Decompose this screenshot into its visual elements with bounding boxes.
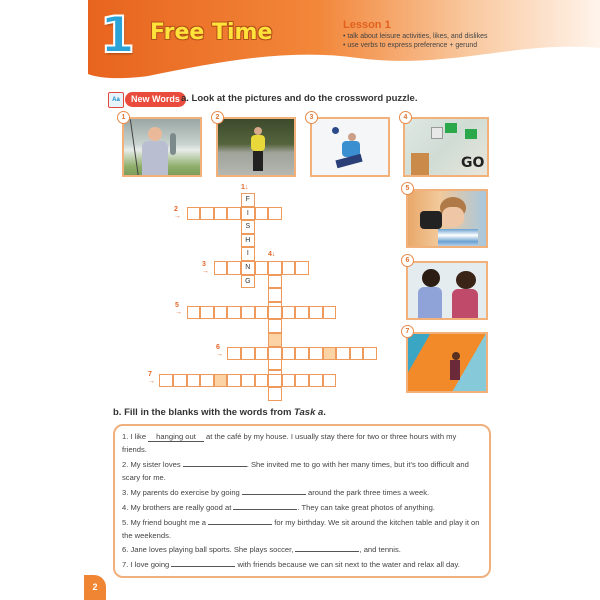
clue-number: 5 — [175, 302, 179, 309]
crossword-cell[interactable]: I — [241, 207, 255, 221]
crossword-cell[interactable]: N — [241, 261, 255, 275]
crossword-cell[interactable] — [282, 374, 296, 388]
crossword-cell[interactable] — [241, 347, 255, 361]
crossword-cell[interactable] — [214, 374, 228, 388]
photo-talking-friends — [406, 261, 488, 320]
sentence-text: 3. My parents do exercise by going — [122, 488, 242, 497]
clue-number: 1 — [241, 184, 245, 191]
crossword-cell[interactable] — [282, 306, 296, 320]
crossword-cell[interactable] — [255, 261, 269, 275]
sentence-text: . They can take great photos of anything. — [297, 503, 435, 512]
crossword-cell[interactable] — [323, 347, 337, 361]
clue-number: 4 — [268, 251, 272, 258]
crossword-cell[interactable] — [268, 288, 282, 302]
crossword-cell[interactable] — [268, 333, 282, 347]
clue-7-across: 7 → — [148, 371, 155, 385]
lesson-info — [343, 19, 487, 50]
clue-1-down: 1↓ — [241, 184, 249, 191]
sentence-text: 6. Jane loves playing ball sports. She plays soccer, — [122, 545, 296, 554]
sentence-text: with friends because we can sit next to the water and relax all day. — [235, 560, 460, 569]
sentence-text: 7. I love going — [122, 560, 172, 569]
crossword-cell[interactable] — [323, 306, 337, 320]
crossword-cell[interactable] — [268, 306, 282, 320]
sentence-text: 4. My brothers are really good at — [122, 503, 234, 512]
clue-number: 2 — [174, 206, 178, 213]
clue-3-across: 3 → — [202, 261, 209, 275]
photo-jogging — [216, 117, 296, 177]
crossword-cell[interactable] — [295, 347, 309, 361]
crossword-cell[interactable] — [255, 207, 269, 221]
photo-camera — [406, 189, 488, 248]
sentence-4 — [122, 501, 482, 515]
photo-number: 7 — [401, 325, 414, 338]
crossword-cell[interactable] — [336, 347, 350, 361]
answer-blank[interactable] — [233, 501, 297, 510]
photo-number: 2 — [211, 111, 224, 124]
task-a-instruction: a. Look at the pictures and do the crossword puzzle. — [181, 93, 418, 104]
crossword-cell[interactable] — [214, 207, 228, 221]
unit-title: Free Time — [150, 20, 273, 45]
crossword-cell[interactable] — [268, 261, 282, 275]
sentence-text: at the café by my house. I usually stay there for two or three hours with my friends. — [122, 432, 457, 454]
task-b-instruction — [113, 407, 326, 418]
crossword-cell[interactable]: H — [241, 234, 255, 248]
crossword-cell[interactable] — [187, 306, 201, 320]
photo-number: 1 — [117, 111, 130, 124]
crossword-cell[interactable] — [173, 374, 187, 388]
photo-number: 4 — [399, 111, 412, 124]
crossword-cell[interactable] — [200, 374, 214, 388]
crossword-cell[interactable] — [200, 207, 214, 221]
crossword-cell[interactable] — [268, 374, 282, 388]
sentence-text: 1. I like — [122, 432, 149, 441]
crossword-cell[interactable] — [227, 207, 241, 221]
crossword-cell[interactable] — [227, 261, 241, 275]
clue-4-down: 4↓ — [268, 251, 276, 258]
crossword-cell[interactable] — [309, 347, 323, 361]
crossword-cell[interactable] — [241, 374, 255, 388]
objective: • talk about leisure activities, likes, and dislikes — [343, 33, 488, 40]
crossword-cell[interactable] — [268, 387, 282, 401]
crossword-cell[interactable] — [214, 261, 228, 275]
crossword-cell[interactable]: I — [241, 247, 255, 261]
crossword-cell[interactable] — [309, 374, 323, 388]
crossword-cell[interactable] — [227, 347, 241, 361]
crossword-cell[interactable] — [295, 374, 309, 388]
crossword-cell[interactable] — [268, 347, 282, 361]
answer-blank[interactable] — [242, 486, 306, 495]
crossword-cell[interactable] — [227, 374, 241, 388]
new-words-icon: Aa — [108, 92, 124, 108]
unit-number: 1 — [100, 6, 135, 64]
sentence-text: , and tennis. — [359, 545, 401, 554]
sentence-7 — [122, 558, 482, 572]
photo-number: 5 — [401, 182, 414, 195]
crossword-cell[interactable] — [200, 306, 214, 320]
crossword-cell[interactable] — [309, 306, 323, 320]
sentence-3 — [122, 486, 482, 500]
sentence-6 — [122, 543, 482, 557]
clue-number: 3 — [202, 261, 206, 268]
crossword-cell[interactable]: F — [241, 193, 255, 207]
new-words-badge: New Words — [125, 92, 186, 107]
crossword-cell[interactable]: G — [241, 275, 255, 289]
answer-blank[interactable] — [183, 458, 247, 467]
sentence-5 — [122, 516, 482, 542]
sentence-1 — [122, 431, 482, 456]
crossword-cell[interactable] — [282, 347, 296, 361]
crossword-cell[interactable] — [159, 374, 173, 388]
sentence-text: 5. My friend bought me a — [122, 518, 209, 527]
sentence-text: . She invited me to go with her many times, but it's too difficult and scary for me. — [122, 460, 469, 482]
answer-blank[interactable] — [171, 558, 235, 567]
page-number: 2 — [84, 575, 106, 600]
photo-number: 6 — [401, 254, 414, 267]
crossword-cell[interactable] — [214, 306, 228, 320]
sentence-text: around the park three times a week. — [305, 488, 430, 497]
clue-6-across: 6 → — [216, 344, 223, 358]
objective: • use verbs to express preference + gerund — [343, 42, 478, 49]
clue-5-across: 5 → — [175, 302, 182, 316]
crossword-cell[interactable]: S — [241, 220, 255, 234]
sentence-2 — [122, 458, 482, 484]
instruction-text: . — [323, 407, 326, 418]
crossword-cell[interactable] — [282, 261, 296, 275]
photo-board-game: GO — [403, 117, 489, 177]
crossword-cell[interactable] — [255, 306, 269, 320]
sentence-text: 2. My sister loves — [122, 460, 183, 469]
crossword-cell[interactable] — [323, 374, 337, 388]
crossword-cell[interactable] — [187, 374, 201, 388]
answer-blank[interactable]: hanging out — [148, 432, 204, 442]
crossword-cell[interactable] — [227, 306, 241, 320]
sentence-text: for my birthday. We sit around the kitchen table and play it on the weekends. — [122, 518, 480, 540]
photo-jumping-ball — [310, 117, 390, 177]
crossword-cell[interactable] — [363, 347, 377, 361]
photo-number: 3 — [305, 111, 318, 124]
crossword-cell[interactable] — [295, 306, 309, 320]
crossword-cell[interactable] — [255, 347, 269, 361]
crossword-cell[interactable] — [255, 374, 269, 388]
lesson-title: Lesson 1 — [343, 19, 391, 31]
crossword-cell[interactable] — [268, 207, 282, 221]
crossword-cell[interactable] — [350, 347, 364, 361]
crossword-cell[interactable] — [241, 306, 255, 320]
clue-2-across: 2 → — [174, 206, 181, 220]
answer-blank[interactable] — [208, 516, 272, 525]
photo-rock-climbing — [406, 332, 488, 393]
crossword-cell[interactable] — [268, 319, 282, 333]
instruction-text: b. Fill in the blanks with the words from — [113, 407, 295, 418]
clue-number: 6 — [216, 344, 220, 351]
crossword-cell[interactable] — [187, 207, 201, 221]
answer-blank[interactable] — [295, 543, 359, 552]
clue-number: 7 — [148, 371, 152, 378]
instruction-ref: Task a — [294, 407, 324, 418]
crossword-cell[interactable] — [295, 261, 309, 275]
crossword-cell[interactable] — [268, 275, 282, 289]
photo-fishing — [122, 117, 202, 177]
